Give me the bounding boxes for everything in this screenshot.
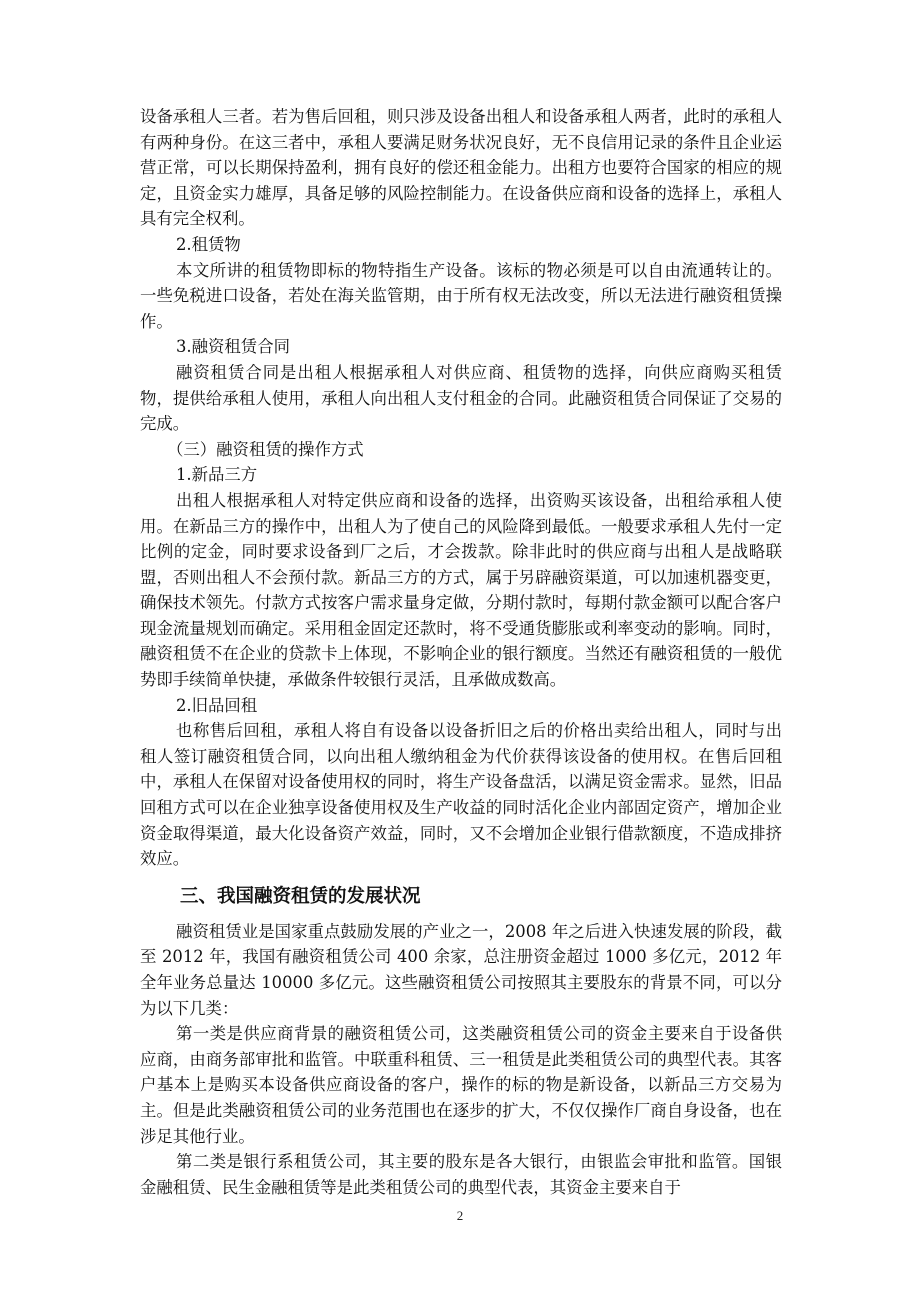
paragraph: 设备承租人三者。若为售后回租，则只涉及设备出租人和设备承租人两者，此时的承租人有两种身份。在这三者中，承租人要满足财务状况良好，无不良信用记录的条件且企业运营正常，可以长期保持盈利，拥有良好的偿还租金能力。出租方也要符合国家的相应的规定，且资金实力雄厚，具备足够的风险控制能力。在设备供应商和设备的选择上，承租人具有完全权利。 bbox=[140, 107, 782, 229]
chapter-heading: 三、我国融资租赁的发展状况 bbox=[180, 885, 421, 907]
subheading-new-three-party: 1.新品三方 bbox=[176, 465, 258, 485]
paragraph: 融资租赁合同是出租人根据承租人对供应商、租赁物的选择，向供应商购买租赁物，提供给承租人使用，承租人向出租人支付租金的合同。此融资租赁合同保证了交易的完成。 bbox=[140, 362, 782, 434]
paragraph: 融资租赁业是国家重点鼓励发展的产业之一，2008 年之后进入快速发展的阶段，截至 2012 年，我国有融资租赁公司 400 余家，总注册资金超过 1000 多亿元，2012 年全年业务总量达 10000 多亿元。这些融资租赁公司按照其主要股东的背景不同，可以分为以下几类： bbox=[140, 921, 782, 1018]
section-heading-operation-modes: （三）融资租赁的操作方式 bbox=[167, 439, 364, 459]
paragraph: 也称售后回租，承租人将自有设备以设备折旧之后的价格出卖给出租人，同时与出租人签订融资租赁合同，以向出租人缴纳租金为代价获得该设备的使用权。在售后回租中，承租人在保留对设备使用权的同时，将生产设备盘活，以满足资金需求。显然，旧品回租方式可以在企业独享设备使用权及生产收益的同时活化企业内部固定资产，增加企业资金取得渠道，最大化设备资产效益，同时，又不会增加企业银行借款额度，不造成排挤效应。 bbox=[140, 721, 782, 869]
body-text bbox=[140, 104, 782, 1200]
subheading-sale-leaseback: 2.旧品回租 bbox=[176, 695, 258, 715]
paragraph: 第二类是银行系租赁公司，其主要的股东是各大银行，由银监会审批和监管。国银金融租赁、民生金融租赁等是此类租赁公司的典型代表，其资金主要来自于 bbox=[140, 1152, 782, 1197]
subheading-leased-item: 2.租赁物 bbox=[176, 234, 241, 254]
page-number: 2 bbox=[456, 1208, 464, 1223]
paragraph: 第一类是供应商背景的融资租赁公司，这类融资租赁公司的资金主要来自于设备供应商，由商务部审批和监管。中联重科租赁、三一租赁是此类租赁公司的典型代表。其客户基本上是购买本设备供应商设备的客户，操作的标的物是新设备，以新品三方交易为主。但是此类融资租赁公司的业务范围也在逐步的扩大，不仅仅操作厂商自身设备，也在涉足其他行业。 bbox=[140, 1024, 782, 1146]
subheading-lease-contract: 3.融资租赁合同 bbox=[176, 337, 290, 357]
paragraph: 出租人根据承租人对特定供应商和设备的选择，出资购买该设备，出租给承租人使用。在新品三方的操作中，出租人为了使自己的风险降到最低。一般要求承租人先付一定比例的定金，同时要求设备到厂之后，才会拨款。除非此时的供应商与出租人是战略联盟，否则出租人不会预付款。新品三方的方式，属于另辟融资渠道，可以加速机器变更，确保技术领先。付款方式按客户需求量身定做，分期付款时，每期付款金额可以配合客户现金流量规划而确定。采用租金固定还款时，将不受通货膨胀或利率变动的影响。同时，融资租赁不在企业的贷款卡上体现，不影响企业的银行额度。当然还有融资租赁的一般优势即手续简单快捷，承做条件较银行灵活，且承做成数高。 bbox=[140, 490, 782, 690]
paragraph: 本文所讲的租赁物即标的物特指生产设备。该标的物必须是可以自由流通转让的。一些免税进口设备，若处在海关监管期，由于所有权无法改变，所以无法进行融资租赁操作。 bbox=[140, 260, 782, 331]
